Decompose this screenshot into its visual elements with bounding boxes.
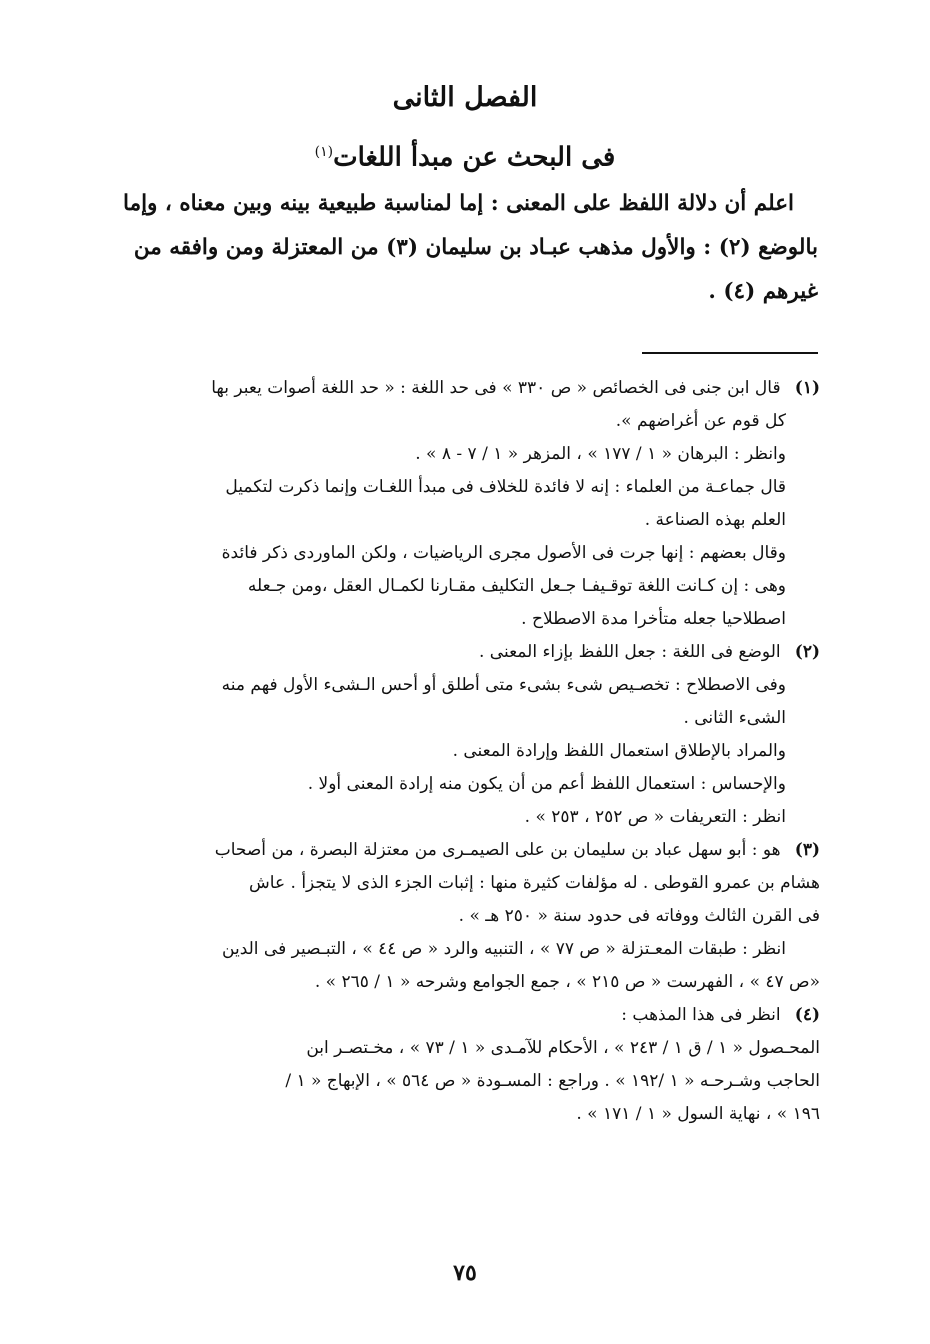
footnote-line (108, 834, 820, 867)
subtitle-footnote-ref: (١) (314, 144, 334, 160)
footnote-line: الحاجب وشـرحـه « ١ /١٩٢ » . وراجع : المسـودة « ص ٥٦٤ » ، الإبهاج « ١ / (285, 1071, 820, 1091)
footnote-text: انظر فى هذا المذهب : (621, 1005, 781, 1025)
footnote-line: ١٩٦ » ، نهاية السول « ١ / ١٧١ » . (576, 1104, 820, 1124)
footnote-1 (108, 372, 820, 636)
footnote-line: فى القرن الثالث ووفاته فى حدود سنة « ٢٥٠ هـ » . (458, 906, 820, 926)
paragraph-line: اعلم أن دلالة اللفظ على المعنى : إما لمناسبة طبيعية بينه وبين معناه ، وإما (123, 191, 794, 216)
footnote-line: وانظر : البرهان « ١ / ١٧٧ » ، المزهر « ١ / ٧ - ٨ » . (415, 444, 786, 464)
footnote-line: انظر : التعريفات « ص ٢٥٢ ، ٢٥٣ » . (524, 807, 786, 827)
footnote-line: اصطلاحيا جعله متأخرا مدة الاصطلاح . (521, 609, 786, 629)
chapter-subtitle (0, 132, 930, 178)
footnote-line: المحـصول « ١ / ق ١ / ٢٤٣ » ، الأحكام للآمـدى « ١ / ٧٣ » ، مخـتصـر ابن (306, 1038, 820, 1058)
footnote-line: وقال بعضهم : إنها جرت فى الأصول مجرى الرياضيات ، ولكن الماوردى ذكر فائدة (221, 543, 786, 563)
footnote-number: (١) (794, 378, 820, 398)
footnote-text: الوضع فى اللغة : جعل اللفظ بإزاء المعنى . (479, 642, 781, 662)
paragraph-line: بالوضع (٢) : والأول مذهب عبـاد بن سليمان (٣) من المعتزلة ومن وافقه من (133, 235, 818, 260)
footnote-line (108, 372, 820, 405)
footnote-line (108, 636, 820, 669)
subtitle-text: فى البحث عن مبدأ اللغات (333, 142, 616, 173)
paragraph-line: غيرهم (٤) . (708, 279, 818, 304)
chapter-title: الفصل الثانى (392, 82, 538, 113)
footnote-number: (٢) (794, 642, 820, 662)
footnote-2 (108, 636, 820, 834)
footnotes (108, 372, 820, 1131)
footnote-line: والمراد بالإطلاق استعمال اللفظ وإرادة المعنى . (452, 741, 786, 761)
footnote-separator (642, 352, 818, 354)
footnote-3 (108, 834, 820, 999)
main-paragraph (110, 182, 818, 314)
footnote-text: قال ابن جنى فى الخصائص « ص ٣٣٠ » فى حد اللغة : « حد اللغة أصوات يعبر بها (211, 378, 781, 398)
footnote-line: قال جماعـة من العلماء : إنه لا فائدة للخلاف فى مبدأ اللغـات وإنما ذكرت لتكميل (225, 477, 786, 497)
footnote-line: وفى الاصطلاح : تخصـيص شىء بشىء متى أطلق أو أحس الـشىء الأول فهم منه (221, 675, 786, 695)
footnote-text: هو : أبو سهل عباد بن سليمان بن على الصيمـرى من معتزلة البصرة ، من أصحاب (214, 840, 781, 860)
footnote-line: الشىء الثانى . (683, 708, 786, 728)
footnote-line: «ص ٤٧ » ، الفهرست « ص ٢١٥ » ، جمع الجوامع وشرحه « ١ / ٢٦٥ » . (314, 972, 820, 992)
footnote-number: (٤) (794, 1005, 820, 1025)
footnote-line: كل قوم عن أغراضهم ». (615, 411, 786, 431)
footnote-line (108, 999, 820, 1032)
footnote-line: والإحساس : استعمال اللفظ أعم من أن يكون منه إرادة المعنى أولا . (307, 774, 786, 794)
footnote-line: وهى : إن كـانت اللغة توقـيفـا جـعل التكليف مقـارنا لكمـال العقل ،ومن جـعله (247, 576, 786, 596)
footnote-line: انظر : طبقات المعـتزلة « ص ٧٧ » ، التنبيه والرد « ص ٤٤ » ، التبـصير فى الدين (222, 939, 786, 959)
footnote-line: العلم بهذه الصناعة . (644, 510, 786, 530)
footnote-number: (٣) (794, 840, 820, 860)
page-number: ٧٥ (453, 1260, 477, 1286)
footnote-4 (108, 999, 820, 1131)
footnote-line: هشام بن عمرو القوطى . له مؤلفات كثيرة منها : إثبات الجزء الذى لا يتجزأ . عاش (249, 873, 820, 893)
